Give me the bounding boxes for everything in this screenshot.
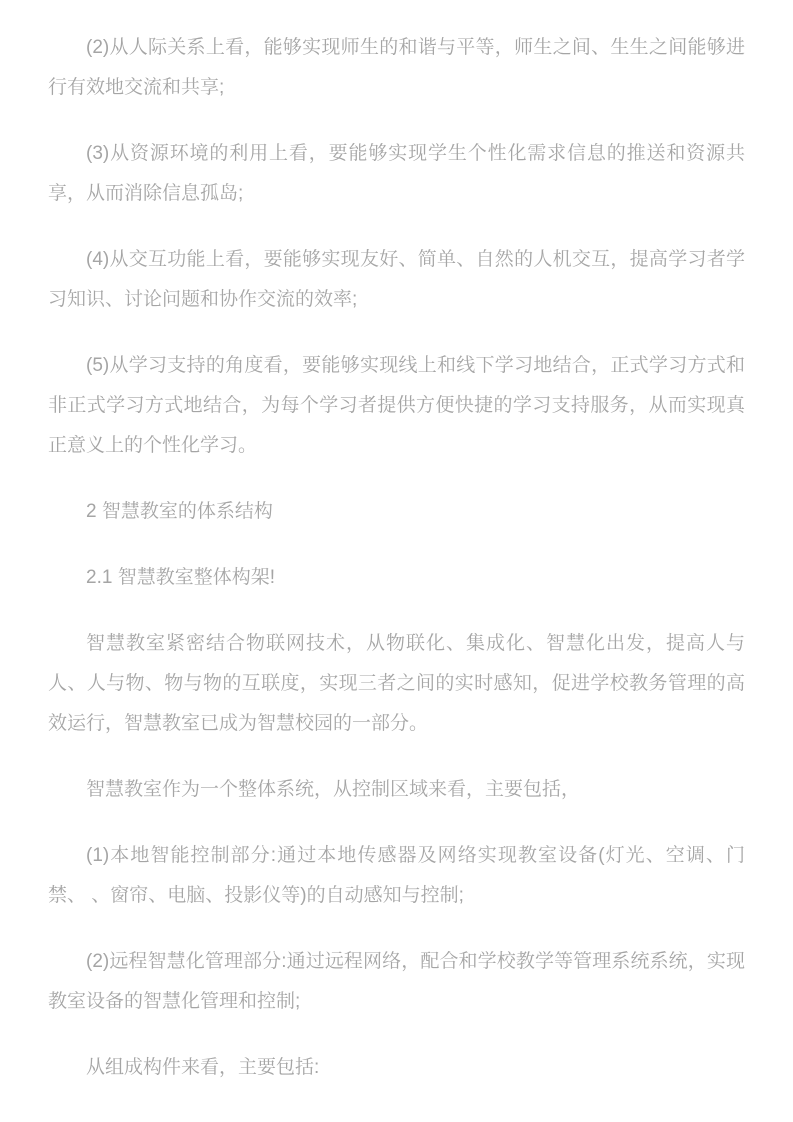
paragraph-remote-management: (2)远程智慧化管理部分:通过远程网络，配合和学校教学等管理系统系统，实现教室设备的智慧化管理和控制; xyxy=(48,951,745,1012)
paragraph-interaction-function: (4)从交互功能上看，要能够实现友好、简单、自然的人机交互，提高学习者学习知识、讨论问题和协作交流的效率; xyxy=(48,249,745,310)
paragraph-iot-integration: 智慧教室紧密结合物联网技术，从物联化、集成化、智慧化出发，提高人与人、人与物、物与物的互联度，实现三者之间的实时感知，促进学校教务管理的高效运行，智慧教室已成为智慧校园的一部分。 xyxy=(48,633,745,734)
paragraph-interpersonal-relations: (2)从人际关系上看，能够实现师生的和谐与平等，师生之间、生生之间能够进行有效地交流和共享; xyxy=(48,37,745,98)
paragraph-resource-environment: (3)从资源环境的利用上看，要能够实现学生个性化需求信息的推送和资源共享，从而消除信息孤岛; xyxy=(48,143,745,204)
paragraph-local-control: (1)本地智能控制部分:通过本地传感器及网络实现教室设备(灯光、空调、门禁、 、窗帘、电脑、投影仪等)的自动感知与控制; xyxy=(48,845,745,906)
section-heading-2: 2 智慧教室的体系结构 xyxy=(86,501,273,522)
paragraph-components-intro: 从组成构件来看，主要包括: xyxy=(86,1057,320,1078)
paragraph-control-areas-intro: 智慧教室作为一个整体系统，从控制区域来看，主要包括， xyxy=(86,779,581,800)
paragraph-learning-support: (5)从学习支持的角度看，要能够实现线上和线下学习地结合，正式学习方式和非正式学习方式地结合，为每个学习者提供方便快捷的学习支持服务，从而实现真正意义上的个性化学习。 xyxy=(48,355,745,456)
subsection-heading-2-1: 2.1 智慧教室整体构架! xyxy=(86,567,275,588)
